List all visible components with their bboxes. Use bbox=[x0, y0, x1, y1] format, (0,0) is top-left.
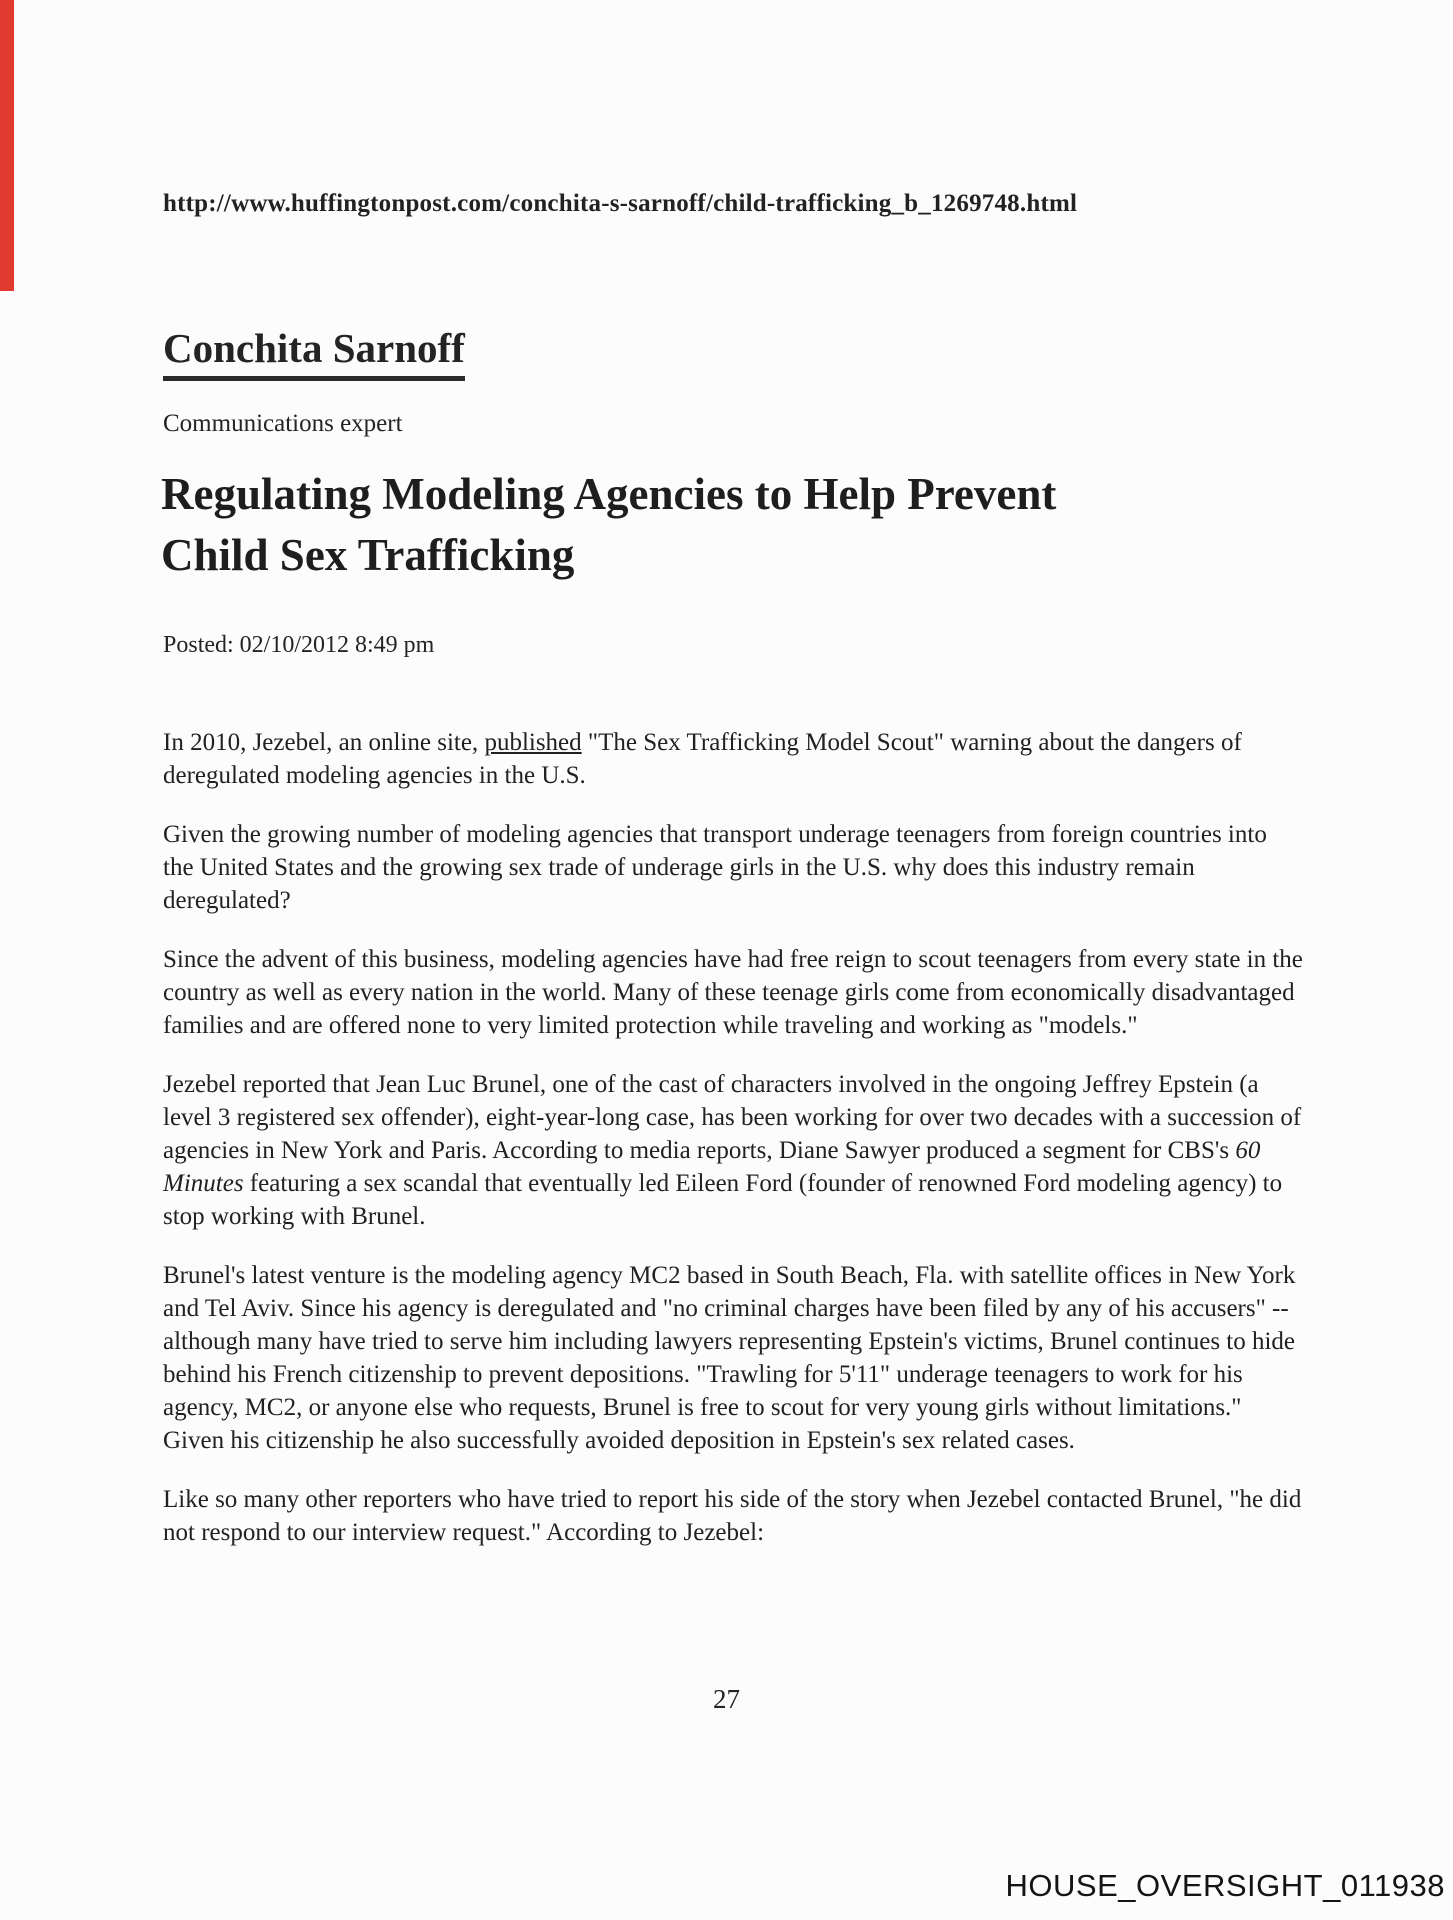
text-run: Like so many other reporters who have tried to report his side of the story when Jezebel contacted Brunel, "he did not respond to our interview request." According to Jezebel: bbox=[163, 1486, 1302, 1546]
text-run: In 2010, Jezebel, an online site, bbox=[163, 729, 485, 756]
bates-stamp: HOUSE_OVERSIGHT_011938 bbox=[1005, 1868, 1445, 1903]
text-run: Jezebel reported that Jean Luc Brunel, one of the cast of characters involved in the ongoing Jeffrey Epstein (a level 3 registered sex offender), eight-year-long case, has been working for over two decades with a succession of agencies in New York and Paris. According to media reports, Diane Sawyer produced a segment for CBS's bbox=[163, 1071, 1302, 1164]
article-title: Regulating Modeling Agencies to Help Prevent Child Sex Trafficking bbox=[161, 469, 1057, 580]
red-margin-bar bbox=[0, 0, 14, 291]
article-body bbox=[163, 726, 1303, 1549]
text-run: Since the advent of this business, modeling agencies have had free reign to scout teenagers from every state in the country as well as every nation in the world. Many of these teenage girls come from economically disadvantaged families and are offered none to very limited protection while traveling and working as "models." bbox=[163, 946, 1303, 1039]
text-run: Brunel's latest venture is the modeling agency MC2 based in South Beach, Fla. with satellite offices in New York and Tel Aviv. Since his agency is deregulated and "no criminal charges have been filed by any of his accusers" -- although many have tried to serve him including lawyers representing Epstein's victims, Brunel continues to hide behind his French citizenship to prevent depositions. "Trawling for 5'11" underage teenagers to work for his agency, MC2, or anyone else who requests, Brunel is free to scout for very young girls without limitations." Given his citizenship he also successfully avoided deposition in Epstein's sex related cases. bbox=[163, 1262, 1296, 1454]
paragraph bbox=[163, 726, 1303, 792]
paragraph bbox=[163, 1483, 1303, 1549]
italic-text-run: 60 Minutes bbox=[163, 1137, 1261, 1197]
paragraph bbox=[163, 1259, 1303, 1457]
text-run: Given the growing number of modeling agencies that transport underage teenagers from foreign countries into the United States and the growing sex trade of underage girls in the U.S. why does this industry remain deregulated? bbox=[163, 821, 1267, 914]
text-run: "The Sex Trafficking Model Scout" warning about the dangers of deregulated modeling agencies in the U.S. bbox=[163, 729, 1242, 789]
page-number: 27 bbox=[713, 1684, 740, 1714]
text-run: featuring a sex scandal that eventually led Eileen Ford (founder of renowned Ford modeling agency) to stop working with Brunel. bbox=[163, 1170, 1283, 1230]
posted-date: Posted: 02/10/2012 8:49 pm bbox=[163, 632, 435, 658]
source-url: http://www.huffingtonpost.com/conchita-s-sarnoff/child-trafficking_b_1269748.html bbox=[163, 190, 1078, 217]
paragraph bbox=[163, 818, 1303, 917]
paragraph bbox=[163, 943, 1303, 1042]
author-role: Communications expert bbox=[163, 410, 403, 437]
author-name: Conchita Sarnoff bbox=[163, 324, 465, 381]
underline-text-run: published bbox=[484, 729, 582, 756]
paragraph bbox=[163, 1068, 1303, 1233]
